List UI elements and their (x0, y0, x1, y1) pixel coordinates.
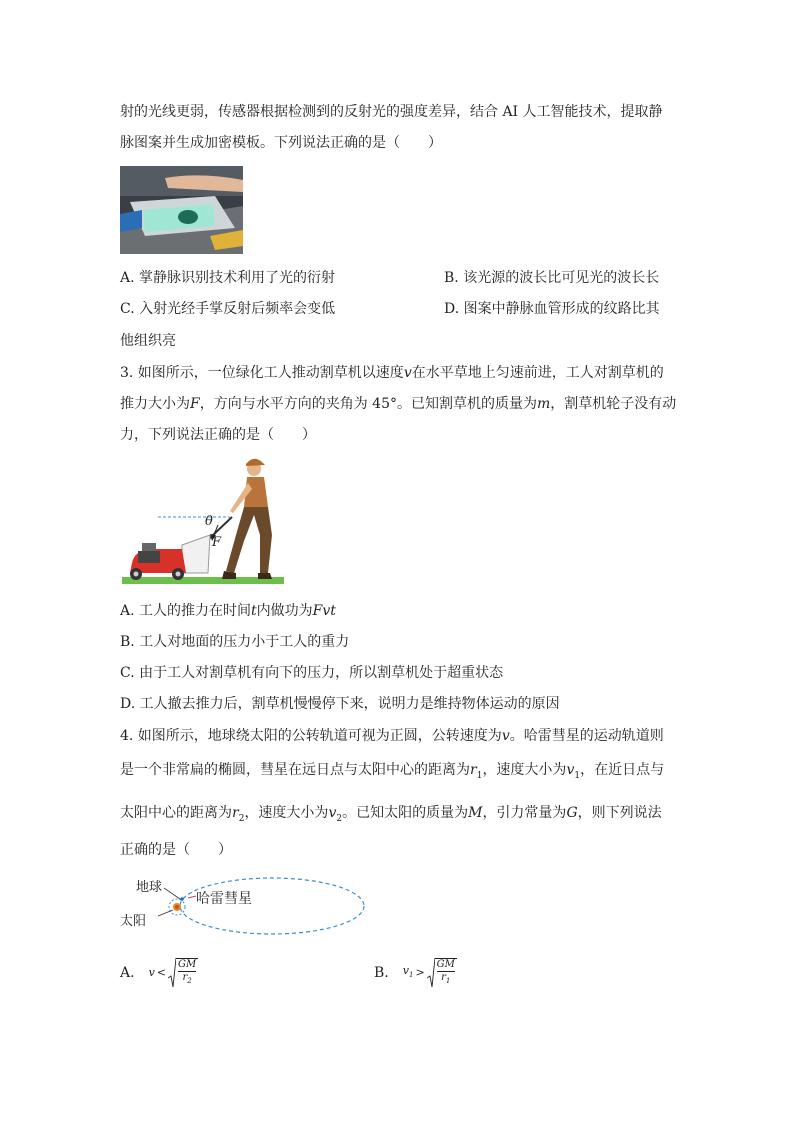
sqrt-a (168, 958, 198, 988)
theta-label: θ (205, 514, 213, 529)
q2-stem-line-1: 射的光线更弱，传感器根据检测到的反射光的强度差异，结合 AI 人工智能技术，提取静 (120, 104, 663, 120)
earth-label: 地球 (136, 880, 163, 895)
q3-var-t: t (251, 603, 257, 619)
q4-option-b-label: B. (374, 965, 389, 981)
q4-sub: 1 (445, 977, 451, 985)
q4-var-r2: r (232, 805, 239, 821)
q4-text: ，速度大小为 (244, 805, 329, 821)
q2-stem-line-2: 脉图案并生成加密模板。下列说法正确的是（ ） (120, 135, 442, 151)
q3-option-b: B. 工人对地面的压力小于工人的重力 (120, 634, 350, 650)
q3-option-a (120, 601, 336, 621)
q4-var-m: M (468, 805, 483, 821)
q3-option-a-text: 内做功为 (256, 603, 313, 619)
q4-text: ，引力常量为 (482, 805, 567, 821)
q4-var-g: G (566, 805, 578, 821)
q4-stem-line-3 (120, 803, 662, 829)
q4-text: 太阳中心的距离为 (120, 805, 232, 821)
q3-text: ，方向与水平方向的夹角为 45°。已知割草机的质量为 (199, 396, 537, 412)
q4-text: 。已知太阳的质量为 (342, 805, 469, 821)
q4-option-a-op: < (156, 966, 166, 979)
radical-icon (427, 958, 435, 988)
q3-text: 在水平草地上匀速前进，工人对割草机的 (411, 365, 664, 381)
q4-option-a-label: A. (120, 965, 135, 981)
q4-sub: 2 (238, 813, 245, 824)
q4-stem-line-4: 正确的是（ ） (120, 842, 232, 858)
q3-stem-line-1 (120, 363, 664, 383)
q4-text: ，在近日点与 (580, 762, 665, 778)
q3-text: 推力大小为 (120, 396, 190, 412)
q4-var-v2: v (328, 805, 337, 821)
q4-option-a-lhs: v (148, 966, 155, 979)
q4-option-a-num: GM (178, 959, 197, 970)
q4-var-v1: v (566, 762, 575, 778)
q2-option-d-cont: 他组织亮 (120, 333, 176, 349)
q3-var-v: v (403, 365, 412, 381)
q2-option-d: D. 图案中静脉血管形成的纹路比其 (444, 301, 660, 317)
q3-option-d: D. 工人撤去推力后，割草机慢慢停下来，说明力是维持物体运动的原因 (120, 696, 560, 712)
q2-option-c: C. 入射光经手掌反射后频率会变低 (120, 301, 336, 317)
q3-option-c: C. 由于工人对割草机有向下的压力，所以割草机处于超重状态 (120, 665, 504, 681)
q4-option-a-den: r (182, 972, 188, 983)
q4-var-r1: r (470, 762, 477, 778)
q3-text: ，割草机轮子没有动 (550, 396, 677, 412)
palm-scanner-photo (120, 166, 243, 254)
q4-option-a (120, 958, 198, 988)
q4-option-b-num: GM (436, 959, 455, 970)
q4-option-b-den: r (441, 972, 446, 983)
q4-text: ，速度大小为 (482, 762, 567, 778)
q4-stem-line-1 (120, 726, 664, 746)
q4-option-b-lhs: v (402, 963, 409, 977)
comet-label: 哈雷彗星 (196, 891, 252, 907)
q4-stem-line-2 (120, 760, 664, 786)
sun-label: 太阳 (120, 914, 147, 929)
radical-icon (168, 958, 176, 988)
q2-option-b: B. 该光源的波长比可见光的波长长 (444, 270, 660, 286)
q4-sub: 1 (408, 971, 414, 980)
q3-stem-line-3: 力，下列说法正确的是（ ） (120, 427, 316, 443)
q4-sub: 2 (336, 813, 343, 824)
q3-text: 3. 如图所示，一位绿化工人推动割草机以速度 (120, 365, 404, 381)
q3-expr-fvt: Fvt (312, 603, 336, 619)
q3-stem-line-2 (120, 394, 676, 414)
q3-var-f: F (190, 396, 200, 412)
q4-text: 4. 如图所示，地球绕太阳的公转轨道可视为正圆，公转速度为 (120, 728, 502, 744)
q4-text: 是一个非常扁的椭圆，彗星在远日点与太阳中心的距离为 (120, 762, 470, 778)
force-label: F (212, 535, 222, 550)
q4-var-v: v (501, 728, 510, 744)
q4-sub: 1 (476, 770, 483, 781)
q2-option-a: A. 掌静脉识别技术利用了光的衍射 (120, 270, 336, 286)
sqrt-b (427, 958, 457, 988)
q4-text: 。哈雷彗星的运动轨道则 (509, 728, 664, 744)
q4-option-b (374, 958, 457, 988)
q3-option-a-text: A. 工人的推力在时间 (120, 603, 252, 619)
q3-var-m: m (536, 396, 551, 412)
q4-option-b-op: > (415, 966, 425, 979)
q4-sub: 1 (574, 770, 581, 781)
q4-text: ，则下列说法 (577, 805, 662, 821)
q4-sub: 2 (187, 977, 192, 985)
